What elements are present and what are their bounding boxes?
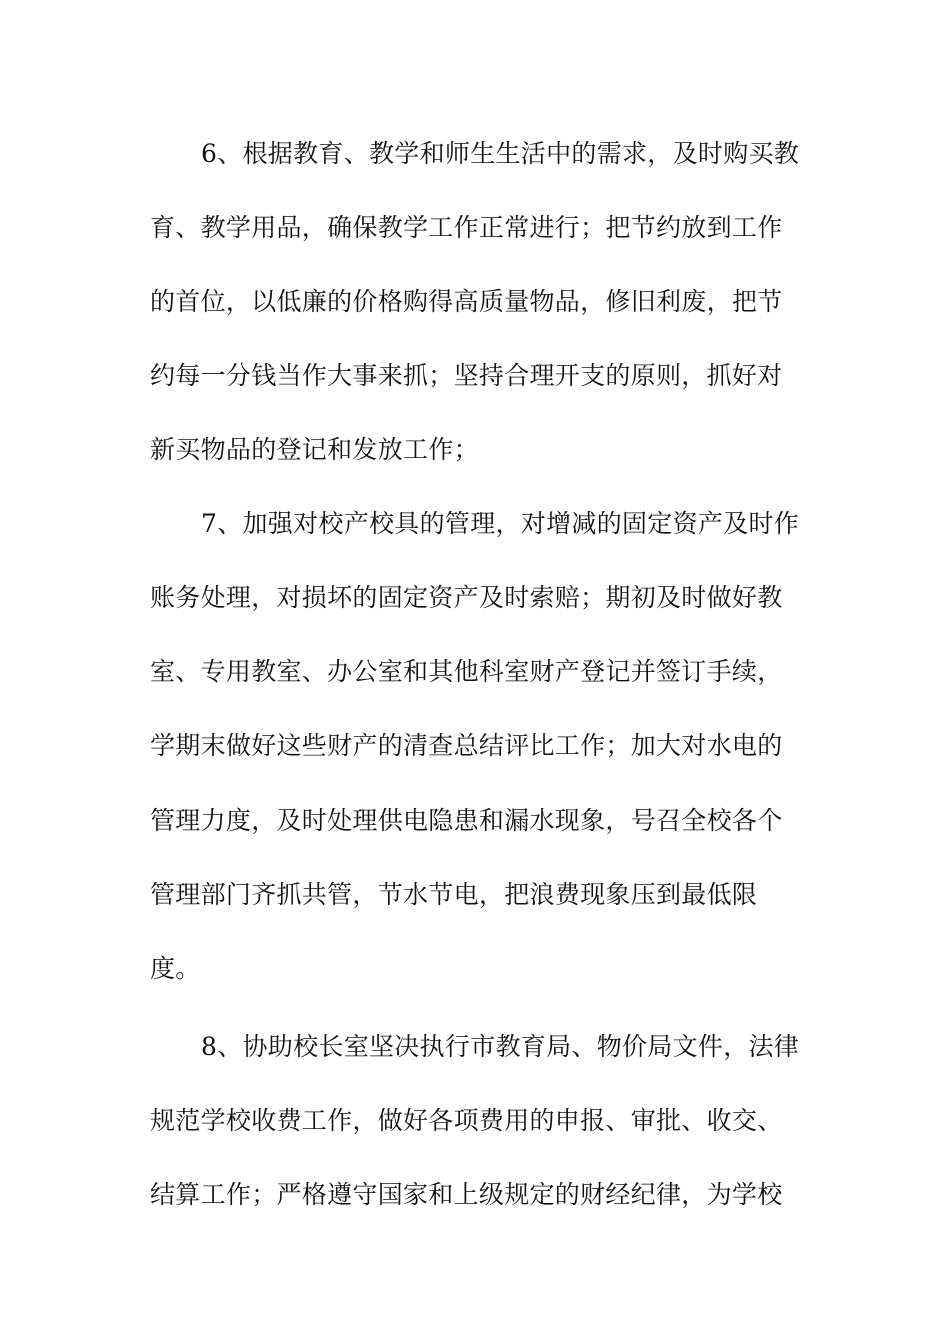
paragraph-6-line-2: 育、教学用品，确保教学工作正常进行；把节约放到工作 <box>150 213 783 242</box>
paragraph-6-line-1: 6、根据教育、教学和师生生活中的需求，及时购买教 <box>201 139 800 168</box>
paragraph-8-line-3: 结算工作；严格遵守国家和上级规定的财经纪律，为学校 <box>150 1180 783 1209</box>
paragraph-7-line-4: 学期末做好这些财产的清查总结评比工作；加大对水电的 <box>150 731 783 760</box>
paragraph-6-line-3: 的首位，以低廉的价格购得高质量物品，修旧利废，把节 <box>150 287 783 316</box>
paragraph-7-line-5: 管理力度，及时处理供电隐患和漏水现象，号召全校各个 <box>150 806 783 835</box>
paragraph-7-line-3: 室、专用教室、办公室和其他科室财产登记并签订手续， <box>150 657 783 686</box>
paragraph-6-line-5: 新买物品的登记和发放工作； <box>150 435 479 464</box>
paragraph-8-line-1: 8、协助校长室坚决执行市教育局、物价局文件，法律 <box>201 1032 800 1061</box>
paragraph-7-line-1: 7、加强对校产校具的管理，对增减的固定资产及时作 <box>201 509 800 538</box>
paragraph-7-line-2: 账务处理，对损坏的固定资产及时索赔；期初及时做好教 <box>150 583 783 612</box>
paragraph-7-line-6: 管理部门齐抓共管，节水节电，把浪费现象压到最低限 <box>150 880 758 909</box>
paragraph-7-line-7: 度。 <box>150 954 201 983</box>
paragraph-8-line-2: 规范学校收费工作，做好各项费用的申报、审批、收交、 <box>150 1106 783 1135</box>
paragraph-6-line-4: 约每一分钱当作大事来抓；坚持合理开支的原则，抓好对 <box>150 361 783 390</box>
